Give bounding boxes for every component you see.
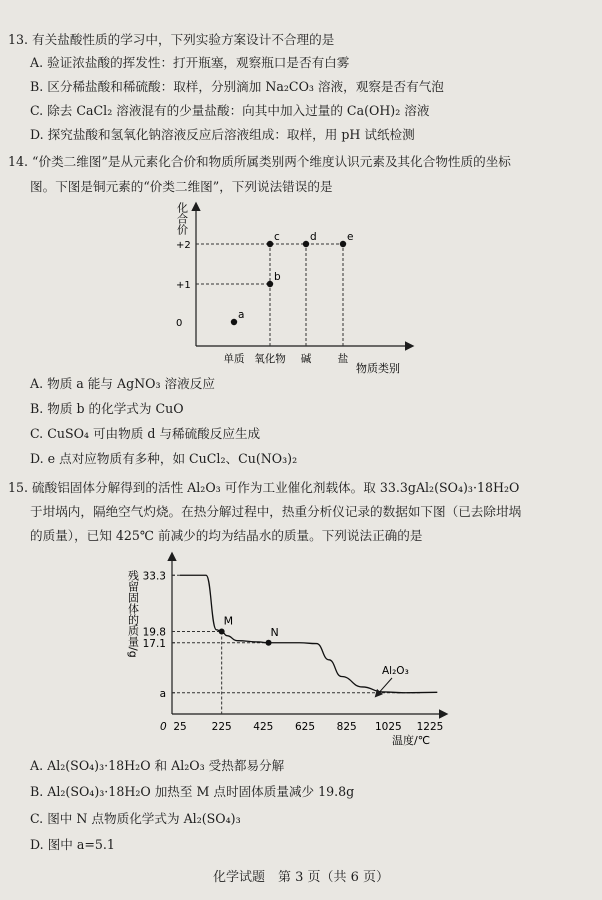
valence-y-tick: 0 [176,318,183,329]
valence-point-label: e [347,231,354,243]
valence-y-tick: +2 [176,240,191,251]
q15-stem-line2: 于坩埚内，隔绝空气灼烧。在热分解过程中，热重分析仪记录的数据如下图（已去除坩埚 [30,504,522,519]
q15-option-b: B. Al₂(SO₄)₃·18H₂O 加热至 M 点时固体质量减少 19.8g [30,784,355,799]
tga-x-tick: 625 [294,721,316,733]
valence-point-label: b [274,271,281,283]
valence-point-a [231,319,237,325]
tga-x-tick: 825 [336,721,357,733]
tga-x-tick: 1225 [416,721,444,733]
q14-option-b: B. 物质 b 的化学式为 CuO [30,401,184,416]
q14-option-c: C. CuSO₄ 可由物质 d 与稀硫酸反应生成 [30,426,261,441]
valence-point-b [267,281,273,287]
q15-option-d: D. 图中 a=5.1 [30,837,115,852]
q15-option-c: C. 图中 N 点物质化学式为 Al₂(SO₄)₃ [30,811,241,826]
valence-point-label: a [238,309,245,321]
q13-option-b: B. 区分稀盐酸和稀硫酸：取样，分别滴加 Na₂CO₃ 溶液，观察是否有气泡 [30,79,444,94]
valence-point-d [303,241,309,247]
valence-y-label: 化合价 [175,202,189,235]
thermogravimetric-chart-svg [120,548,450,748]
tga-x-tick: 0 [160,721,167,733]
thermogravimetric-chart [120,548,450,752]
q14-stem-line1: 14. “价类二维图”是从元素化合价和物质所属类别两个维度认识元素及其化合物性质的坐标 [8,154,511,169]
valence-point-c [267,241,273,247]
valence-x-tick: 氧化物 [254,353,286,365]
q13-option-d: D. 探究盐酸和氢氧化钠溶液反应后溶液组成：取样，用 pH 试纸检测 [30,127,415,142]
valence-point-label: d [310,231,317,243]
page-footer: 化学试题 第 3 页（共 6 页） [212,870,390,885]
valence-x-tick: 盐 [337,353,349,365]
tga-annotation: Al₂O₃ [382,665,409,677]
tga-y-tick: 17.1 [142,637,166,650]
tga-point-N [266,640,272,646]
valence-x-tick: 单质 [223,353,245,365]
tga-annotation-arrow [376,678,392,696]
tga-y-tick: a [159,687,166,700]
q13-option-c: C. 除去 CaCl₂ 溶液混有的少量盐酸：向其中加入过量的 Ca(OH)₂ 溶液 [30,103,430,118]
tga-x-tick: 1025 [374,721,402,733]
q14-stem-line2: 图。下图是铜元素的“价类二维图”，下列说法错误的是 [30,179,333,194]
q15-stem-line1: 15. 硫酸铝固体分解得到的活性 Al₂O₃ 可作为工业催化剂载体。取 33.3gAl₂(SO₄)₃·18H₂O [8,480,520,495]
valence-class-chart [160,196,420,380]
valence-class-chart-svg [160,196,420,376]
q14-option-d: D. e 点对应物质有多种，如 CuCl₂、Cu(NO₃)₂ [30,451,298,466]
tga-y-tick: 19.8 [142,626,166,639]
valence-x-label: 物质类别 [356,362,400,375]
q13-stem: 13. 有关盐酸性质的学习中，下列实验方案设计不合理的是 [8,32,335,47]
tga-x-tick: 225 [211,721,232,733]
tga-y-label: 残留固体的质量/g [126,570,140,658]
tga-point-M [219,629,225,635]
valence-point-e [340,241,346,247]
q15-stem-line3: 的质量），已知 425℃ 前减少的均为结晶水的质量。下列说法正确的是 [30,528,423,543]
tga-x-tick: 425 [253,721,274,733]
q15-option-a: A. Al₂(SO₄)₃·18H₂O 和 Al₂O₃ 受热都易分解 [30,758,285,773]
tga-point-label: M [223,614,234,628]
q14-option-a: A. 物质 a 能与 AgNO₃ 溶液反应 [30,376,215,391]
tga-point-label: N [270,625,279,639]
q13-option-a: A. 验证浓盐酸的挥发性：打开瓶塞，观察瓶口是否有白雾 [30,55,350,70]
tga-x-tick: 25 [173,721,187,733]
tga-y-tick: 33.3 [142,570,166,583]
valence-y-tick: +1 [176,280,191,291]
valence-point-label: c [274,231,280,243]
tga-x-label: 温度/℃ [392,734,431,747]
valence-x-tick: 碱 [300,353,312,365]
